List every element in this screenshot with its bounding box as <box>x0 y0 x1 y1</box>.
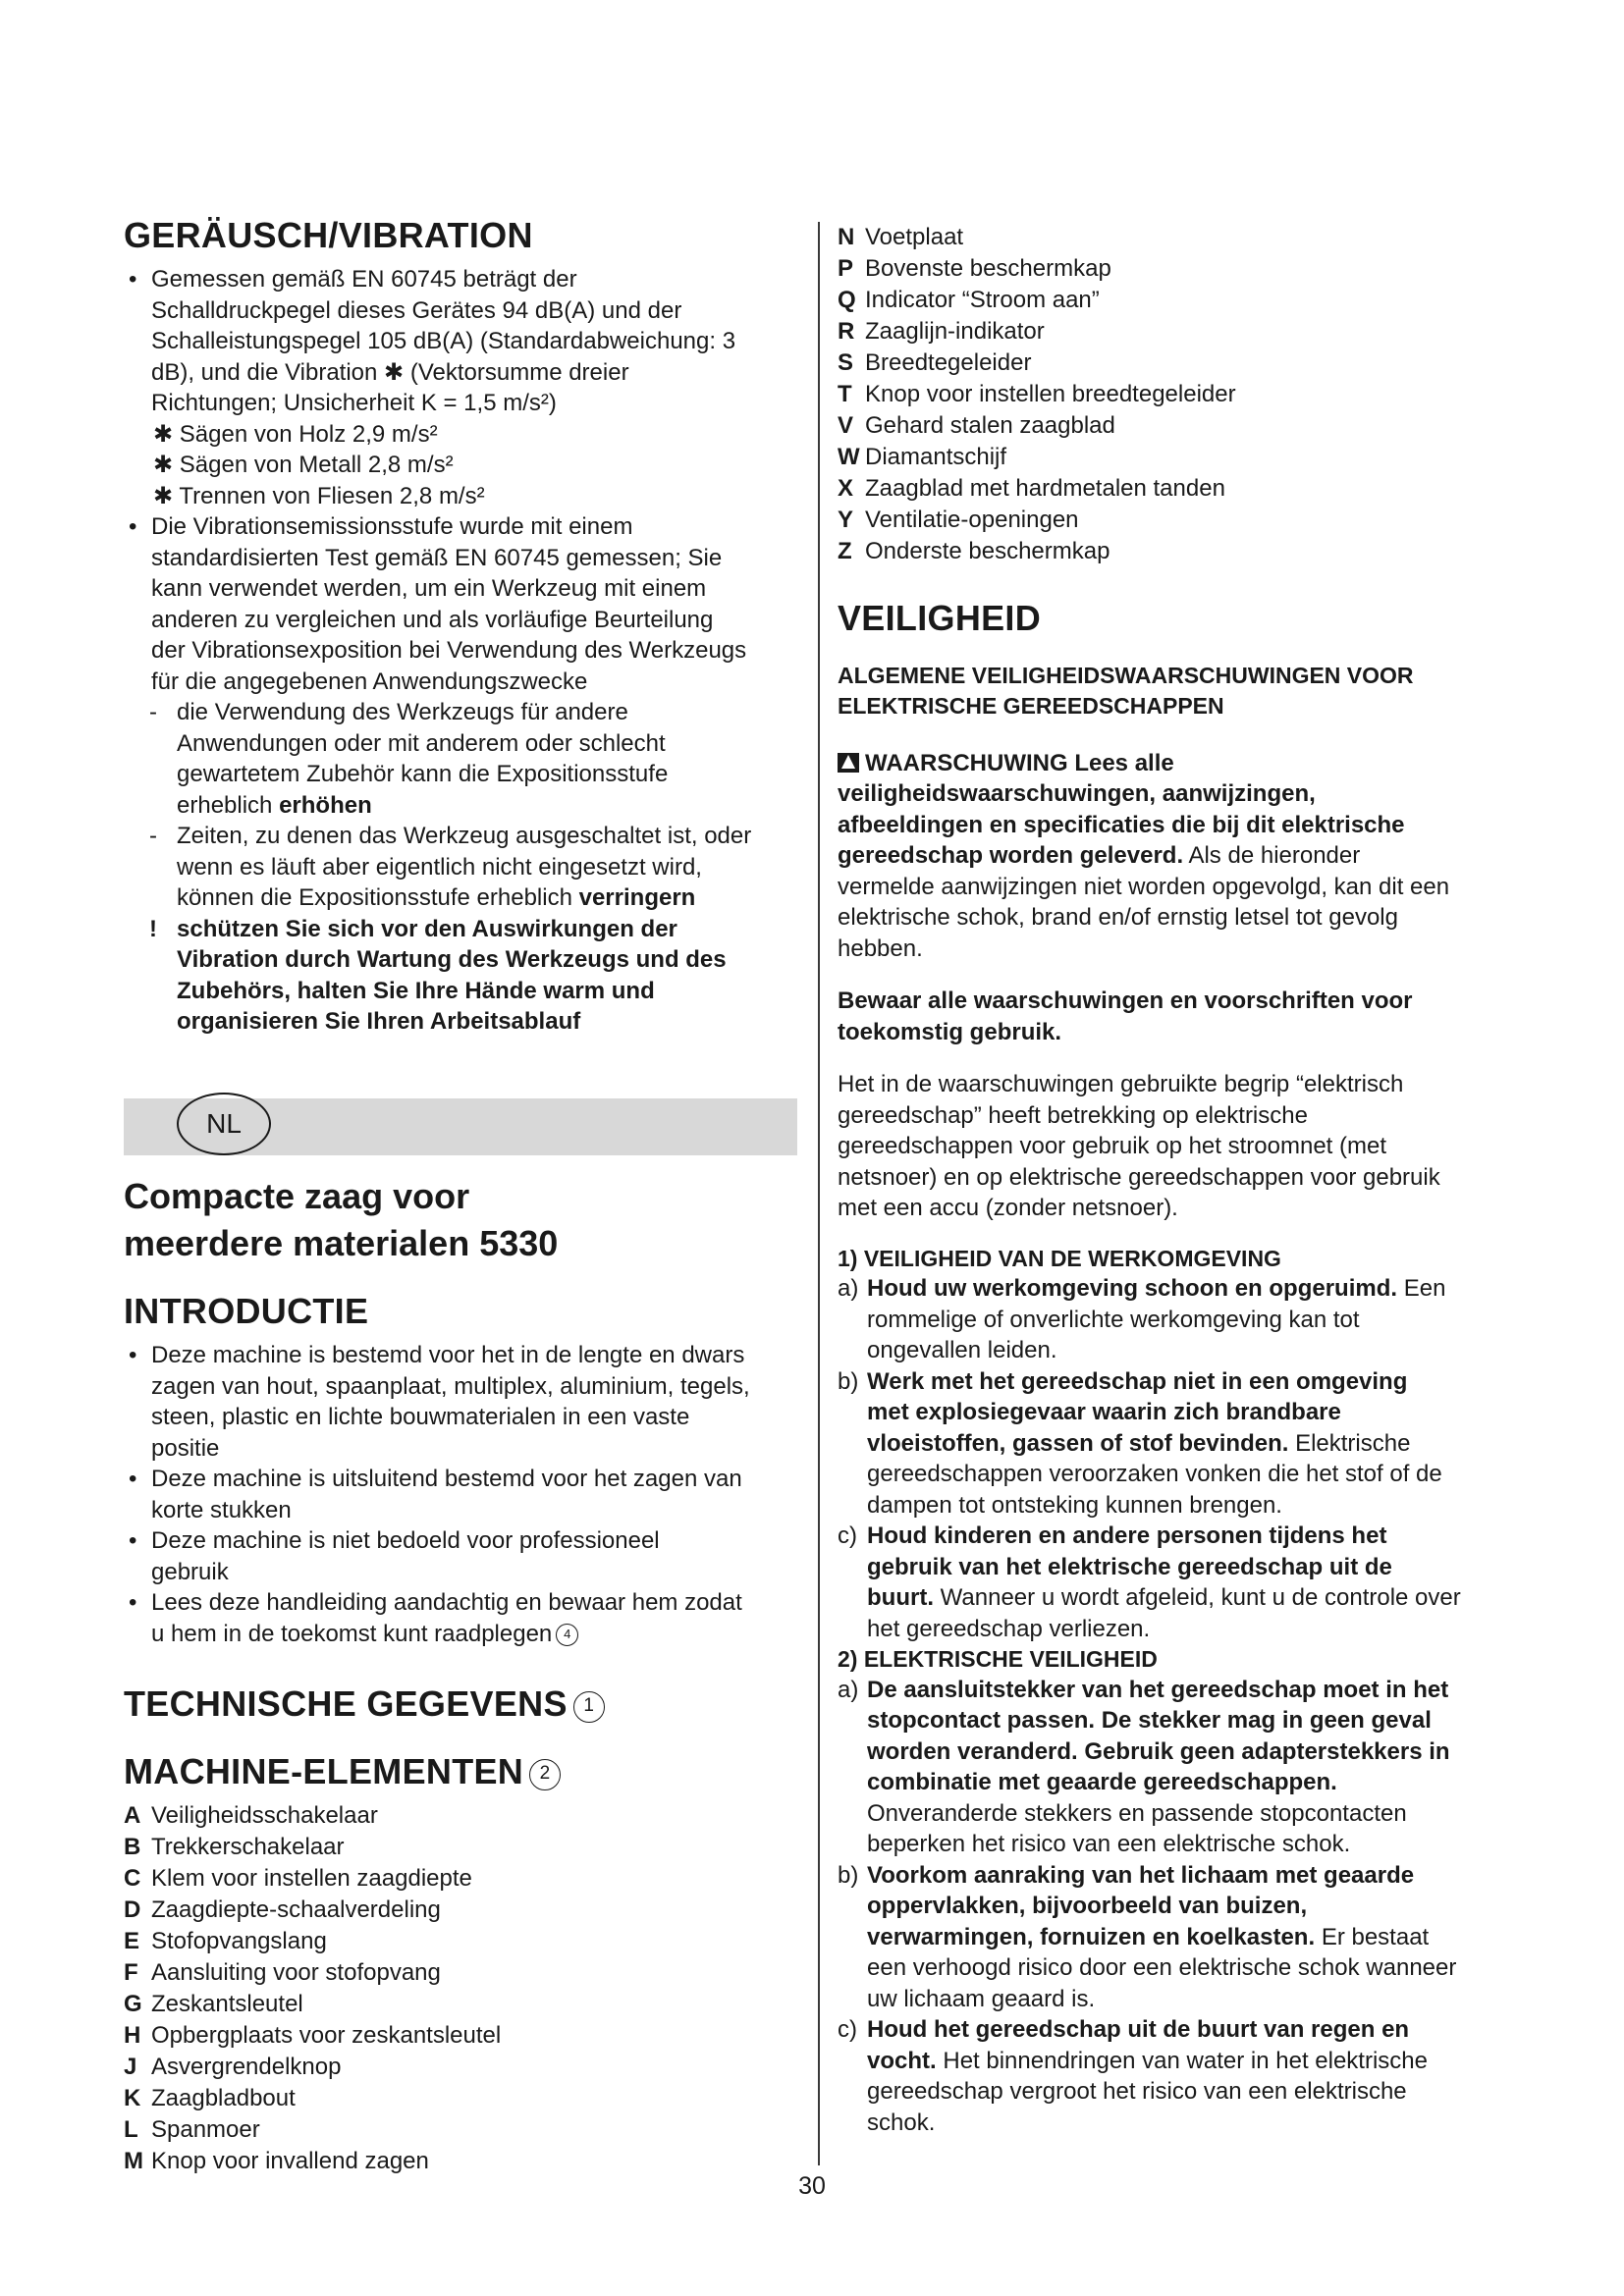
heading-introductie: INTRODUCTIE <box>124 1290 369 1331</box>
part-item-e <box>124 1926 797 1957</box>
bold-span: erhöhen <box>279 791 372 819</box>
text-span: Elektrische <box>1295 1429 1411 1457</box>
safety-item-1c <box>838 1521 1525 1644</box>
text-line: gebruik van het elektrische gereedschap uit de <box>867 1553 1392 1580</box>
figure-ref-icon: 1 <box>573 1691 605 1723</box>
text-line <box>838 748 1525 779</box>
part-label: Breedtegeleider <box>865 349 1032 376</box>
part-letter: E <box>124 1928 140 1955</box>
figure-ref-icon: 4 <box>556 1624 578 1646</box>
text-line <box>867 1922 1525 1953</box>
text-line: gereedschap vergroot het risico van een elektrische <box>867 2078 1407 2106</box>
term-definition-paragraph <box>838 1069 1525 1224</box>
text-span: Wanneer u wordt afgeleid, kunt u de controle over <box>940 1584 1461 1612</box>
part-letter: M <box>124 2148 143 2175</box>
intro-bullet <box>124 1525 797 1587</box>
part-label: Veiligheidsschakelaar <box>151 1802 378 1830</box>
text-line: Zeiten, zu denen das Werkzeug ausgeschaltet ist, oder <box>177 823 752 850</box>
text-line: • Deze machine is uitsluitend bestemd voor het zagen van <box>151 1466 742 1493</box>
part-label: Bovenste beschermkap <box>865 255 1111 282</box>
safety-item-2c <box>838 2014 1525 2138</box>
part-label: Indicator “Stroom aan” <box>865 287 1100 313</box>
column-divider <box>818 222 820 2165</box>
text-line: schok. <box>867 2109 936 2136</box>
vibration-value-holz: ✱ Sägen von Holz 2,9 m/s² <box>153 420 438 448</box>
part-label: Zeskantsleutel <box>151 1991 303 2018</box>
part-item-l <box>124 2114 797 2146</box>
part-letter: J <box>124 2054 137 2081</box>
part-letter: R <box>838 318 855 345</box>
language-badge-nl: NL <box>177 1093 271 1155</box>
part-label: Gehard stalen zaagblad <box>865 412 1115 439</box>
item-marker: a) <box>838 1275 859 1303</box>
dash-item-increase <box>124 697 797 821</box>
text-line: kann verwendet werden, um ein Werkzeug mit einem <box>151 575 707 603</box>
text-line: steen, plastic en lichte bouwmaterialen in een vaste <box>151 1404 690 1431</box>
text-span: u hem in de toekomst kunt raadplegen <box>151 1620 553 1647</box>
text-line: standardisierten Test gemäß EN 60745 gemessen; Sie <box>151 544 723 571</box>
part-label: Zaagblad met hardmetalen tanden <box>865 475 1225 502</box>
part-item-c <box>124 1863 797 1895</box>
part-item-d <box>124 1895 797 1926</box>
text-line: Anwendungen oder mit anderem oder schlecht <box>177 729 666 757</box>
part-letter: N <box>838 224 855 250</box>
text-line: Onveranderde stekkers en passende stopcontacten <box>867 1799 1407 1827</box>
figure-ref-icon: 2 <box>529 1759 561 1790</box>
text-line <box>867 1273 1525 1305</box>
part-item-s <box>838 347 1525 379</box>
part-item-n <box>838 222 1525 253</box>
text-line <box>151 1619 797 1650</box>
text-line: wenn es läuft aber eigentlich nicht eingesetzt wird, <box>177 853 702 881</box>
part-label: Aansluiting voor stofopvang <box>151 1959 441 1987</box>
text-line: uw lichaam geaard is. <box>867 1985 1096 2012</box>
text-line: oppervlakken, bijvoorbeeld van buizen, <box>867 1893 1308 1920</box>
text-line: gewartetem Zubehör kann die Expositionsstufe <box>177 761 669 788</box>
bold-span: Houd uw werkomgeving schoon en opgeruimd. <box>867 1275 1398 1303</box>
text-line: • Gemessen gemäß EN 60745 beträgt der <box>151 266 577 294</box>
text-line: rommelige of onverlichte werkomgeving kan tot <box>867 1306 1360 1333</box>
part-letter: G <box>124 1991 142 2018</box>
text-line: met explosiegevaar waarin zich brandbare <box>867 1399 1341 1426</box>
part-item-w <box>838 442 1525 473</box>
part-label: Zaaglijn-indikator <box>865 318 1045 345</box>
part-letter: T <box>838 381 852 407</box>
heading-veiligheid: VEILIGHEID <box>838 598 1042 638</box>
part-label: Asvergrendelknop <box>151 2054 342 2081</box>
text-line: gereedschap” heeft betrekking op elektrische <box>838 1101 1308 1129</box>
keep-instructions-paragraph <box>838 986 1525 1047</box>
part-label: Trekkerschakelaar <box>151 1834 345 1861</box>
text-line: Het in de waarschuwingen gebruikte begrip “elektrisch <box>838 1071 1404 1098</box>
text-line: het gereedschap verliezen. <box>867 1615 1151 1642</box>
heading-technische-gegevens <box>124 1682 797 1725</box>
part-label: Ventilatie-openingen <box>865 507 1079 533</box>
part-item-a <box>124 1800 797 1832</box>
safety-item-2b <box>838 1860 1525 2015</box>
text-line: ongevallen leiden. <box>867 1337 1057 1364</box>
text-line: schützen Sie sich vor den Auswirkungen der <box>177 915 677 942</box>
text-line <box>867 1582 1525 1614</box>
item-marker: c) <box>838 1522 857 1550</box>
bold-span: vloeistoffen, gassen of stof bevinden. <box>867 1429 1289 1457</box>
part-letter: L <box>124 2116 138 2144</box>
language-band <box>124 1098 797 1155</box>
text-line: Schalldruckpegel dieses Gerätes 94 dB(A) und der <box>151 296 682 324</box>
text-line: gereedschappen veroorzaken vonken die het stof of de <box>867 1461 1442 1488</box>
part-item-r <box>838 316 1525 347</box>
part-label: Diamantschijf <box>865 444 1007 470</box>
item-marker: b) <box>838 1367 859 1395</box>
bold-span: vocht. <box>867 2047 937 2074</box>
text-line: met een accu (zonder netsnoer). <box>838 1195 1178 1222</box>
gerausch-bullet-measured <box>124 264 797 419</box>
product-title <box>124 1173 797 1268</box>
text-line: ALGEMENE VEILIGHEIDSWAARSCHUWINGEN VOOR <box>838 663 1414 689</box>
text-line: afbeeldingen en specificaties die bij dit elektrische <box>838 811 1405 838</box>
text-span: Als de hieronder <box>1188 842 1361 870</box>
left-column <box>124 214 797 2177</box>
part-label: Zaagdiepte-schaalverdeling <box>151 1896 441 1924</box>
text-line: Zubehörs, halten Sie Ihre Hände warm und <box>177 977 655 1004</box>
part-letter: Z <box>838 538 852 564</box>
subheading-general-warnings <box>838 661 1525 721</box>
bold-span: buurt. <box>867 1584 934 1612</box>
general-warning-paragraph <box>838 748 1525 965</box>
section-gerausch-vibration <box>124 214 797 1038</box>
part-item-t <box>838 379 1525 410</box>
text-line: combinatie met geaarde gereedschappen. <box>867 1769 1337 1796</box>
item-marker: a) <box>838 1676 859 1703</box>
part-letter: F <box>124 1959 138 1987</box>
page-number: 30 <box>798 2172 826 2200</box>
text-line: toekomstig gebruik. <box>838 1018 1062 1045</box>
text-line: stopcontact passen. De stekker mag in geen geval <box>867 1707 1432 1735</box>
text-line: • Deze machine is bestemd voor het in de lengte en dwars <box>151 1342 745 1369</box>
text-line: der Vibrationsexposition bei Verwendung des Werkzeugs <box>151 637 747 665</box>
part-letter: D <box>124 1896 141 1924</box>
part-letter: A <box>124 1802 141 1830</box>
exclamation-icon: ! <box>149 915 157 942</box>
text-span: Het binnendringen van water in het elektrische <box>943 2047 1428 2074</box>
text-line: een verhoogd risico door een elektrische schok wanneer <box>867 1954 1457 1982</box>
machine-parts-list-left <box>124 1800 797 2177</box>
section-introductie <box>124 1290 797 1649</box>
text-line: Vibration durch Wartung des Werkzeugs und des <box>177 946 727 974</box>
text-line <box>867 2046 1525 2077</box>
vibration-warning <box>124 914 797 1038</box>
part-item-k <box>124 2083 797 2114</box>
text-line: Bewaar alle waarschuwingen en voorschriften voor <box>838 988 1413 1015</box>
part-label: Klem voor instellen zaagdiepte <box>151 1865 472 1893</box>
part-letter: K <box>124 2085 141 2112</box>
part-label: Onderste beschermkap <box>865 538 1110 564</box>
part-label: Stofopvangslang <box>151 1928 327 1955</box>
text-line: dampen tot ontsteking kunnen brengen. <box>867 1491 1282 1519</box>
text-line: korte stukken <box>151 1496 292 1523</box>
text-line: De aansluitstekker van het gereedschap moet in het <box>867 1676 1449 1703</box>
part-letter: Y <box>838 507 854 533</box>
warning-triangle-icon <box>838 753 859 773</box>
text-line: Werk met het gereedschap niet in een omgeving <box>867 1367 1408 1395</box>
part-label: Voetplaat <box>865 224 964 250</box>
part-item-x <box>838 473 1525 505</box>
text-span: können die Expositionsstufe erheblich <box>177 884 572 912</box>
safety-item-1a <box>838 1273 1525 1366</box>
text-line: gereedschappen voor gebruik op het stroomnet (met <box>838 1133 1386 1160</box>
heading-text: MACHINE-ELEMENTEN <box>124 1751 524 1792</box>
part-item-v <box>838 410 1525 442</box>
text-line <box>177 790 797 822</box>
dash-mark: - <box>149 699 157 726</box>
text-line: • Die Vibrationsemissionsstufe wurde mit einem <box>151 513 633 541</box>
bold-span: gereedschap worden geleverd. <box>838 842 1184 870</box>
text-line: Richtungen; Unsicherheit K = 1,5 m/s²) <box>151 390 557 417</box>
part-letter: W <box>838 444 860 470</box>
text-line: veiligheidswaarschuwingen, aanwijzingen, <box>838 780 1316 808</box>
part-label: Knop voor invallend zagen <box>151 2148 429 2175</box>
item-marker: b) <box>838 1861 859 1889</box>
vibration-value-metall: ✱ Sägen von Metall 2,8 m/s² <box>153 452 454 479</box>
text-line: elektrische schok, brand en/of ernstig letsel tot gevolg <box>838 904 1398 932</box>
safety-item-1b <box>838 1366 1525 1522</box>
text-line: positie <box>151 1434 220 1462</box>
part-letter: X <box>838 475 854 502</box>
text-line: beperken het risico van een elektrische schok. <box>867 1831 1351 1858</box>
text-line <box>867 1428 1525 1460</box>
intro-bullet <box>124 1587 797 1649</box>
text-line: ELEKTRISCHE GEREEDSCHAPPEN <box>838 692 1224 719</box>
dash-mark: - <box>149 823 157 850</box>
gerausch-bullet-emission <box>124 511 797 697</box>
part-item-b <box>124 1832 797 1863</box>
text-line <box>838 840 1525 872</box>
part-letter: H <box>124 2022 141 2050</box>
text-line: für die angegebenen Anwendungszwecke <box>151 667 588 695</box>
text-line: die Verwendung des Werkzeugs für andere <box>177 699 628 726</box>
bold-span: verwarmingen, fornuizen en koelkasten. <box>867 1923 1316 1950</box>
text-line: anderen zu vergleichen und als vorläufige Beurteilung <box>151 606 714 633</box>
part-item-p <box>838 253 1525 285</box>
text-line: • Deze machine is niet bedoeld voor professioneel <box>151 1527 660 1555</box>
part-item-g <box>124 1989 797 2020</box>
text-line: gebruik <box>151 1558 229 1585</box>
gerausch-bullets <box>124 264 797 419</box>
intro-bullet <box>124 1464 797 1525</box>
text-line: organisieren Sie Ihren Arbeitsablauf <box>177 1008 581 1036</box>
part-letter: S <box>838 349 854 376</box>
part-letter: P <box>838 255 854 282</box>
intro-bullets <box>124 1340 797 1649</box>
text-line: Schalleistungspegel 105 dB(A) (Standardabweichung: 3 <box>151 328 736 355</box>
product-title-line: meerdere materialen 5330 <box>124 1223 559 1264</box>
subheading-elektrische-veiligheid: 2) ELEKTRISCHE VEILIGHEID <box>838 1646 1158 1673</box>
heading-gerausch: GERÄUSCH/VIBRATION <box>124 215 533 255</box>
part-item-z <box>838 536 1525 567</box>
text-line: zagen van hout, spaanplaat, multiplex, aluminium, tegels, <box>151 1372 750 1400</box>
text-line: • Lees deze handleiding aandachtig en bewaar hem zodat <box>151 1589 742 1617</box>
text-span: WAARSCHUWING Lees alle <box>865 749 1174 776</box>
part-item-j <box>124 2052 797 2083</box>
machine-parts-list-right <box>838 222 1525 567</box>
part-label: Opbergplaats voor zeskantsleutel <box>151 2022 502 2050</box>
text-line: netsnoer) en op elektrische gereedschappen voor gebruik <box>838 1163 1440 1191</box>
text-span: erheblich <box>177 791 273 819</box>
item-marker: c) <box>838 2016 857 2044</box>
part-item-q <box>838 285 1525 316</box>
gerausch-bullets-2 <box>124 511 797 697</box>
bold-span: verringern <box>578 884 696 912</box>
part-label: Zaagbladbout <box>151 2085 296 2112</box>
text-span: Een <box>1403 1275 1446 1303</box>
text-span: Er bestaat <box>1321 1923 1430 1950</box>
text-line: Houd kinderen en andere personen tijdens het <box>867 1522 1387 1550</box>
text-line: Houd het gereedschap uit de buurt van regen en <box>867 2016 1410 2044</box>
vibration-value-fliesen: ✱ Trennen von Fliesen 2,8 m/s² <box>153 482 485 509</box>
text-line: dB), und die Vibration ✱ (Vektorsumme dreier <box>151 358 629 386</box>
part-label: Spanmoer <box>151 2116 260 2144</box>
text-line <box>177 882 797 914</box>
text-line: vermelde aanwijzingen niet worden opgevolgd, kan dit een <box>838 873 1450 900</box>
product-title-line: Compacte zaag voor <box>124 1175 470 1216</box>
part-item-y <box>838 505 1525 536</box>
text-line: Voorkom aanraking van het lichaam met geaarde <box>867 1861 1415 1889</box>
part-letter: B <box>124 1834 141 1861</box>
text-line: hebben. <box>838 934 923 962</box>
part-letter: V <box>838 412 854 439</box>
text-line: worden veranderd. Gebruik geen adapterstekkers in <box>867 1737 1450 1765</box>
dash-item-decrease <box>124 821 797 914</box>
part-letter: C <box>124 1865 141 1893</box>
subheading-werkomgeving: 1) VEILIGHEID VAN DE WERKOMGEVING <box>838 1245 1281 1271</box>
part-label: Knop voor instellen breedtegeleider <box>865 381 1236 407</box>
heading-text: TECHNISCHE GEGEVENS <box>124 1683 568 1725</box>
right-column <box>838 222 1525 2138</box>
safety-item-2a <box>838 1675 1525 1860</box>
heading-machine-elementen <box>124 1750 797 1792</box>
part-item-h <box>124 2020 797 2052</box>
intro-bullet <box>124 1340 797 1464</box>
part-letter: Q <box>838 287 856 313</box>
part-item-f <box>124 1957 797 1989</box>
